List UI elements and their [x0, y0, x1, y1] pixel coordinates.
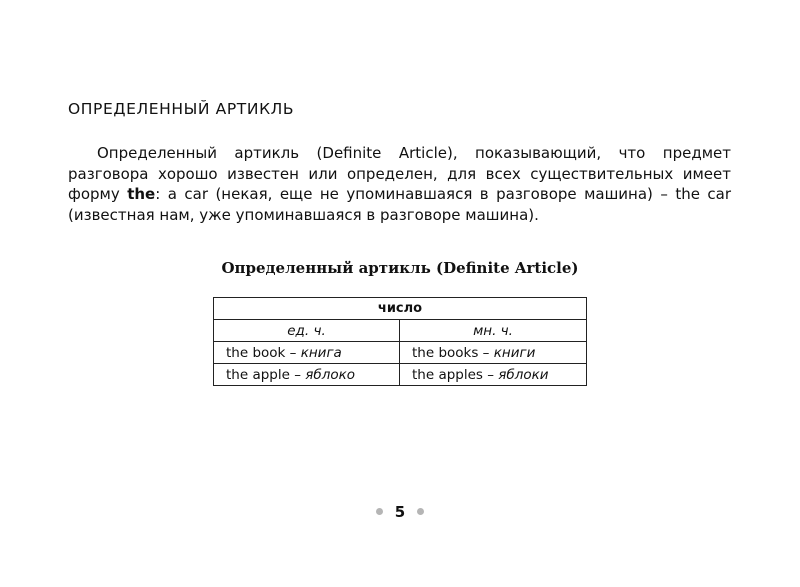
english-phrase: the apple –	[226, 366, 306, 383]
table-group-header-row	[214, 298, 587, 320]
table-title: Определенный артикль (Definite Article)	[221, 259, 579, 277]
english-phrase: the apples –	[412, 366, 499, 383]
table-row	[214, 364, 587, 386]
english-phrase: the books –	[412, 344, 494, 361]
bullet-dot-icon	[417, 508, 424, 515]
emphasized-article: the	[127, 185, 156, 203]
russian-translation: книги	[493, 344, 536, 361]
table-cell	[214, 364, 400, 386]
article-table	[213, 297, 587, 386]
russian-translation: книга	[300, 344, 342, 361]
body-paragraph	[68, 143, 731, 225]
section-heading: ОПРЕДЕЛЕННЫЙ АРТИКЛЬ	[68, 100, 295, 118]
singular-column-header: ед. ч.	[214, 320, 400, 342]
russian-translation: яблоко	[305, 366, 355, 383]
page-number: 5	[394, 503, 406, 521]
page-footer	[0, 503, 800, 521]
paragraph-text-end: : a car (некая, еще не упоминавшаяся в разговоре машина) – the car (известная нам, уже упоминавшаяся в разговоре машина).	[68, 185, 732, 224]
table-column-header-row	[214, 320, 587, 342]
table-row	[214, 342, 587, 364]
english-phrase: the book –	[226, 344, 301, 361]
plural-column-header: мн. ч.	[400, 320, 587, 342]
paragraph-text-start: Определенный артикль (Definite Article), показывающий, что предмет разговора хорошо известен или определен, для всех существительных имеет форму	[68, 144, 731, 203]
number-header: число	[214, 298, 587, 320]
table-cell	[214, 342, 400, 364]
table-cell	[400, 342, 587, 364]
russian-translation: яблоки	[498, 366, 549, 383]
table-cell	[400, 364, 587, 386]
bullet-dot-icon	[376, 508, 383, 515]
